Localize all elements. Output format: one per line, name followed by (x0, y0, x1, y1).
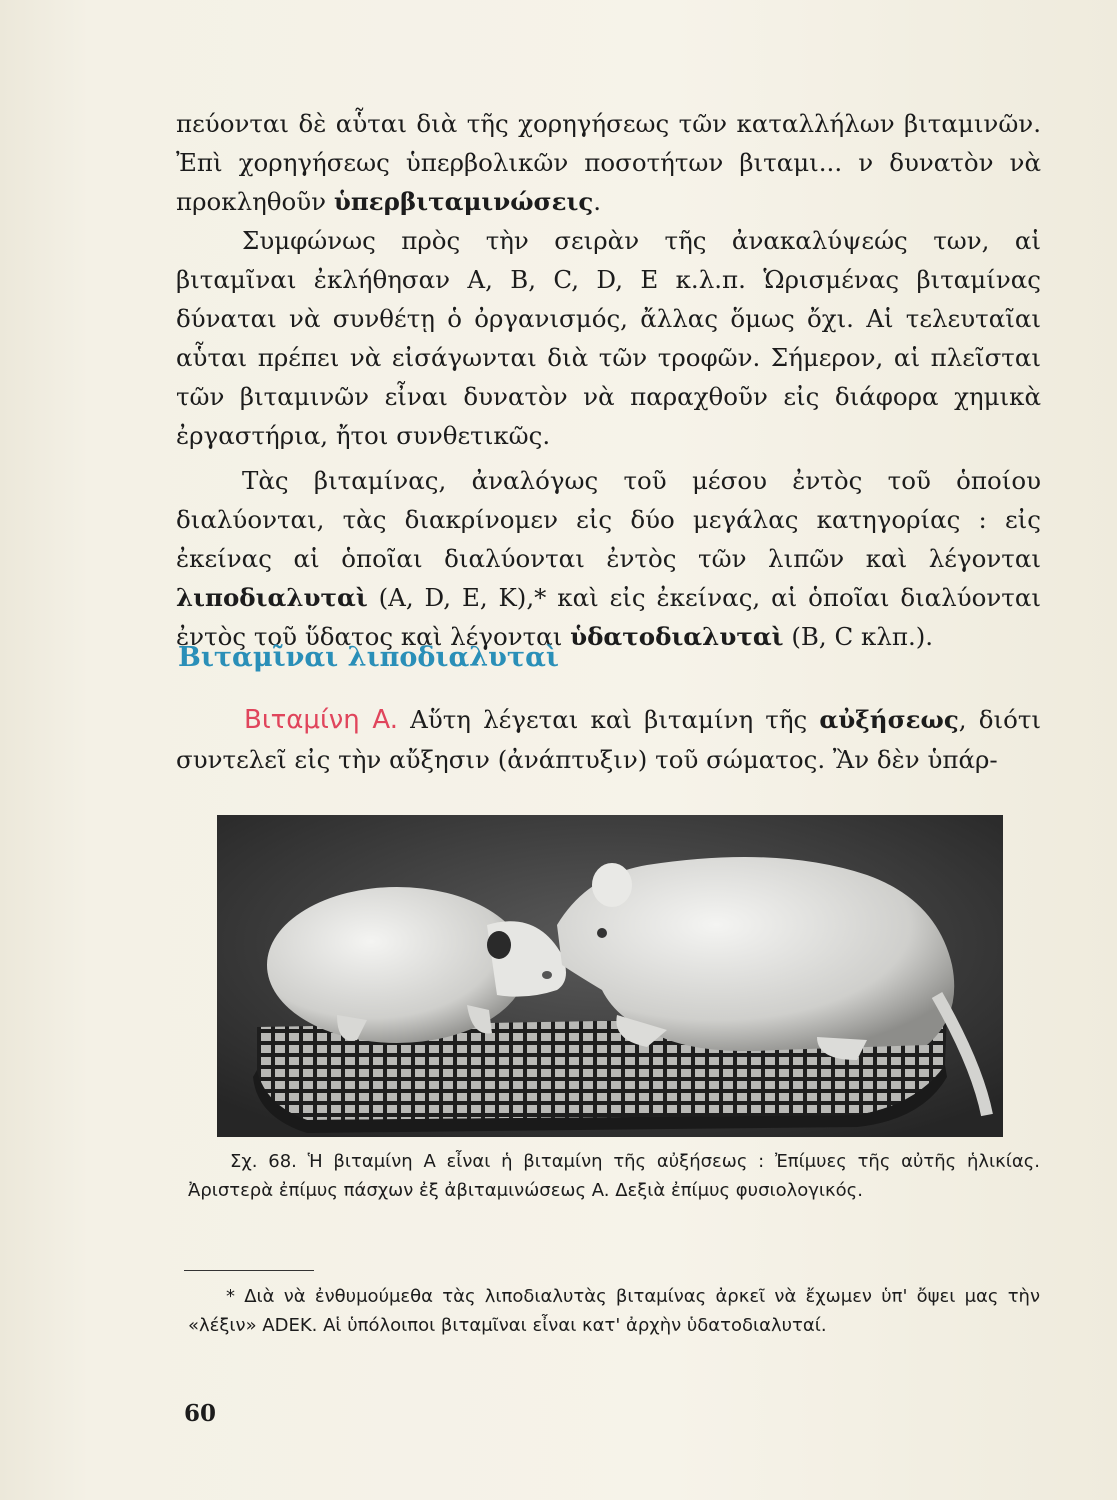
paragraph-3-text-a: Τὰς βιταμίνας, ἀναλόγως τοῦ μέσου ἐντὸς τοῦ ὁποίου διαλύονται, τὰς διακρίνομεν εἰς δύο μεγάλας κατηγορίας : εἰς ἐκείνας αἱ ὁποῖαι διαλύονται ἐντὸς τῶν λιπῶν καὶ λέγονται (176, 466, 1041, 573)
term-hypervitaminosis: ὑπερβιταμινώσεις (333, 187, 594, 216)
figure-caption-text: Σχ. 68. Ἡ βιταμίνη A εἶναι ἡ βιταμίνη τῆς αὐξήσεως : Ἐπίμυες τῆς αὐτῆς ἡλικίας. Ἀριστερὰ ἐπίμυς πάσχων ἐξ ἀβιταμινώσεως A. Δεξιὰ ἐπίμυς φυσιολογικός. (188, 1151, 1040, 1201)
term-fat-soluble: λιποδιαλυταὶ (176, 583, 368, 612)
paragraph-1-text: πεύονται δὲ αὗται διὰ τῆς χορηγήσεως τῶν καταλλήλων βιταμινῶν. Ἐπὶ χορηγήσεως ὑπερβολικῶν ποσοτήτων βιταμι... ν δυνατὸν νὰ προκληθοῦν (176, 109, 1041, 216)
vitamin-a-label: Βιταμίνη A. (244, 705, 398, 735)
vitamin-a-text-a: Αὕτη λέγεται καὶ βιταμίνη τῆς (398, 705, 820, 734)
section-heading: Βιταμῖναι λιποδιαλυταὶ (178, 642, 559, 673)
vitamin-a-paragraph (176, 700, 1041, 779)
paragraph-1 (176, 104, 1041, 221)
footnote-rule (184, 1270, 314, 1271)
paragraph-2: Συμφώνως πρὸς τὴν σειρὰν τῆς ἀνακαλύψεώς των, αἱ βιταμῖναι ἐκλήθησαν A, B, C, D, E κ.λ.π. Ὡρισμένας βιταμίνας δύναται νὰ συνθέτῃ ὁ ὀργανισμός, ἄλλας ὅμως ὄχι. Αἱ τελευταῖαι αὗται πρέπει νὰ εἰσάγωνται διὰ τῶν τροφῶν. Σήμερον, αἱ πλεῖσται τῶν βιταμινῶν εἶναι δυνατὸν νὰ παραχθοῦν εἰς διάφορα χημικὰ ἐργαστήρια, ἤτοι συνθετικῶς. (176, 226, 1041, 450)
footnote (188, 1282, 1040, 1340)
rats-photo (217, 815, 1003, 1137)
term-growth: αὐξήσεως (819, 705, 959, 734)
paragraph-3-text-c: (B, C κλπ.). (783, 622, 934, 651)
paragraph-1-end: . (593, 187, 602, 216)
paragraph-3-text-b: (A, D, E, K),* καὶ εἰς ἐκείνας, αἱ ὁποῖαι διαλύονται ἐντὸς τοῦ ὕδατος καὶ λέγονται (176, 583, 1041, 651)
figure-caption (188, 1147, 1040, 1205)
rats-photo-image (217, 815, 1003, 1137)
vitamin-a-text-b: , διότι συντελεῖ εἰς τὴν αὔξησιν (ἀνάπτυξιν) τοῦ σώματος. Ἂν δὲν ὑπάρ- (176, 705, 1041, 774)
footnote-text: * Διὰ νὰ ἐνθυμούμεθα τὰς λιποδιαλυτὰς βιταμίνας ἀρκεῖ νὰ ἔχωμεν ὑπ' ὄψει μας τὴν «λέξιν» ADEK. Αἱ ὑπόλοιποι βιταμῖναι εἶναι κατ' ἀρχὴν ὑδατοδιαλυταί. (188, 1286, 1040, 1336)
paragraph-3 (176, 461, 1041, 656)
page-number: 60 (184, 1400, 217, 1427)
term-water-soluble: ὑδατοδιαλυταὶ (570, 622, 784, 651)
body-text (176, 104, 1041, 656)
